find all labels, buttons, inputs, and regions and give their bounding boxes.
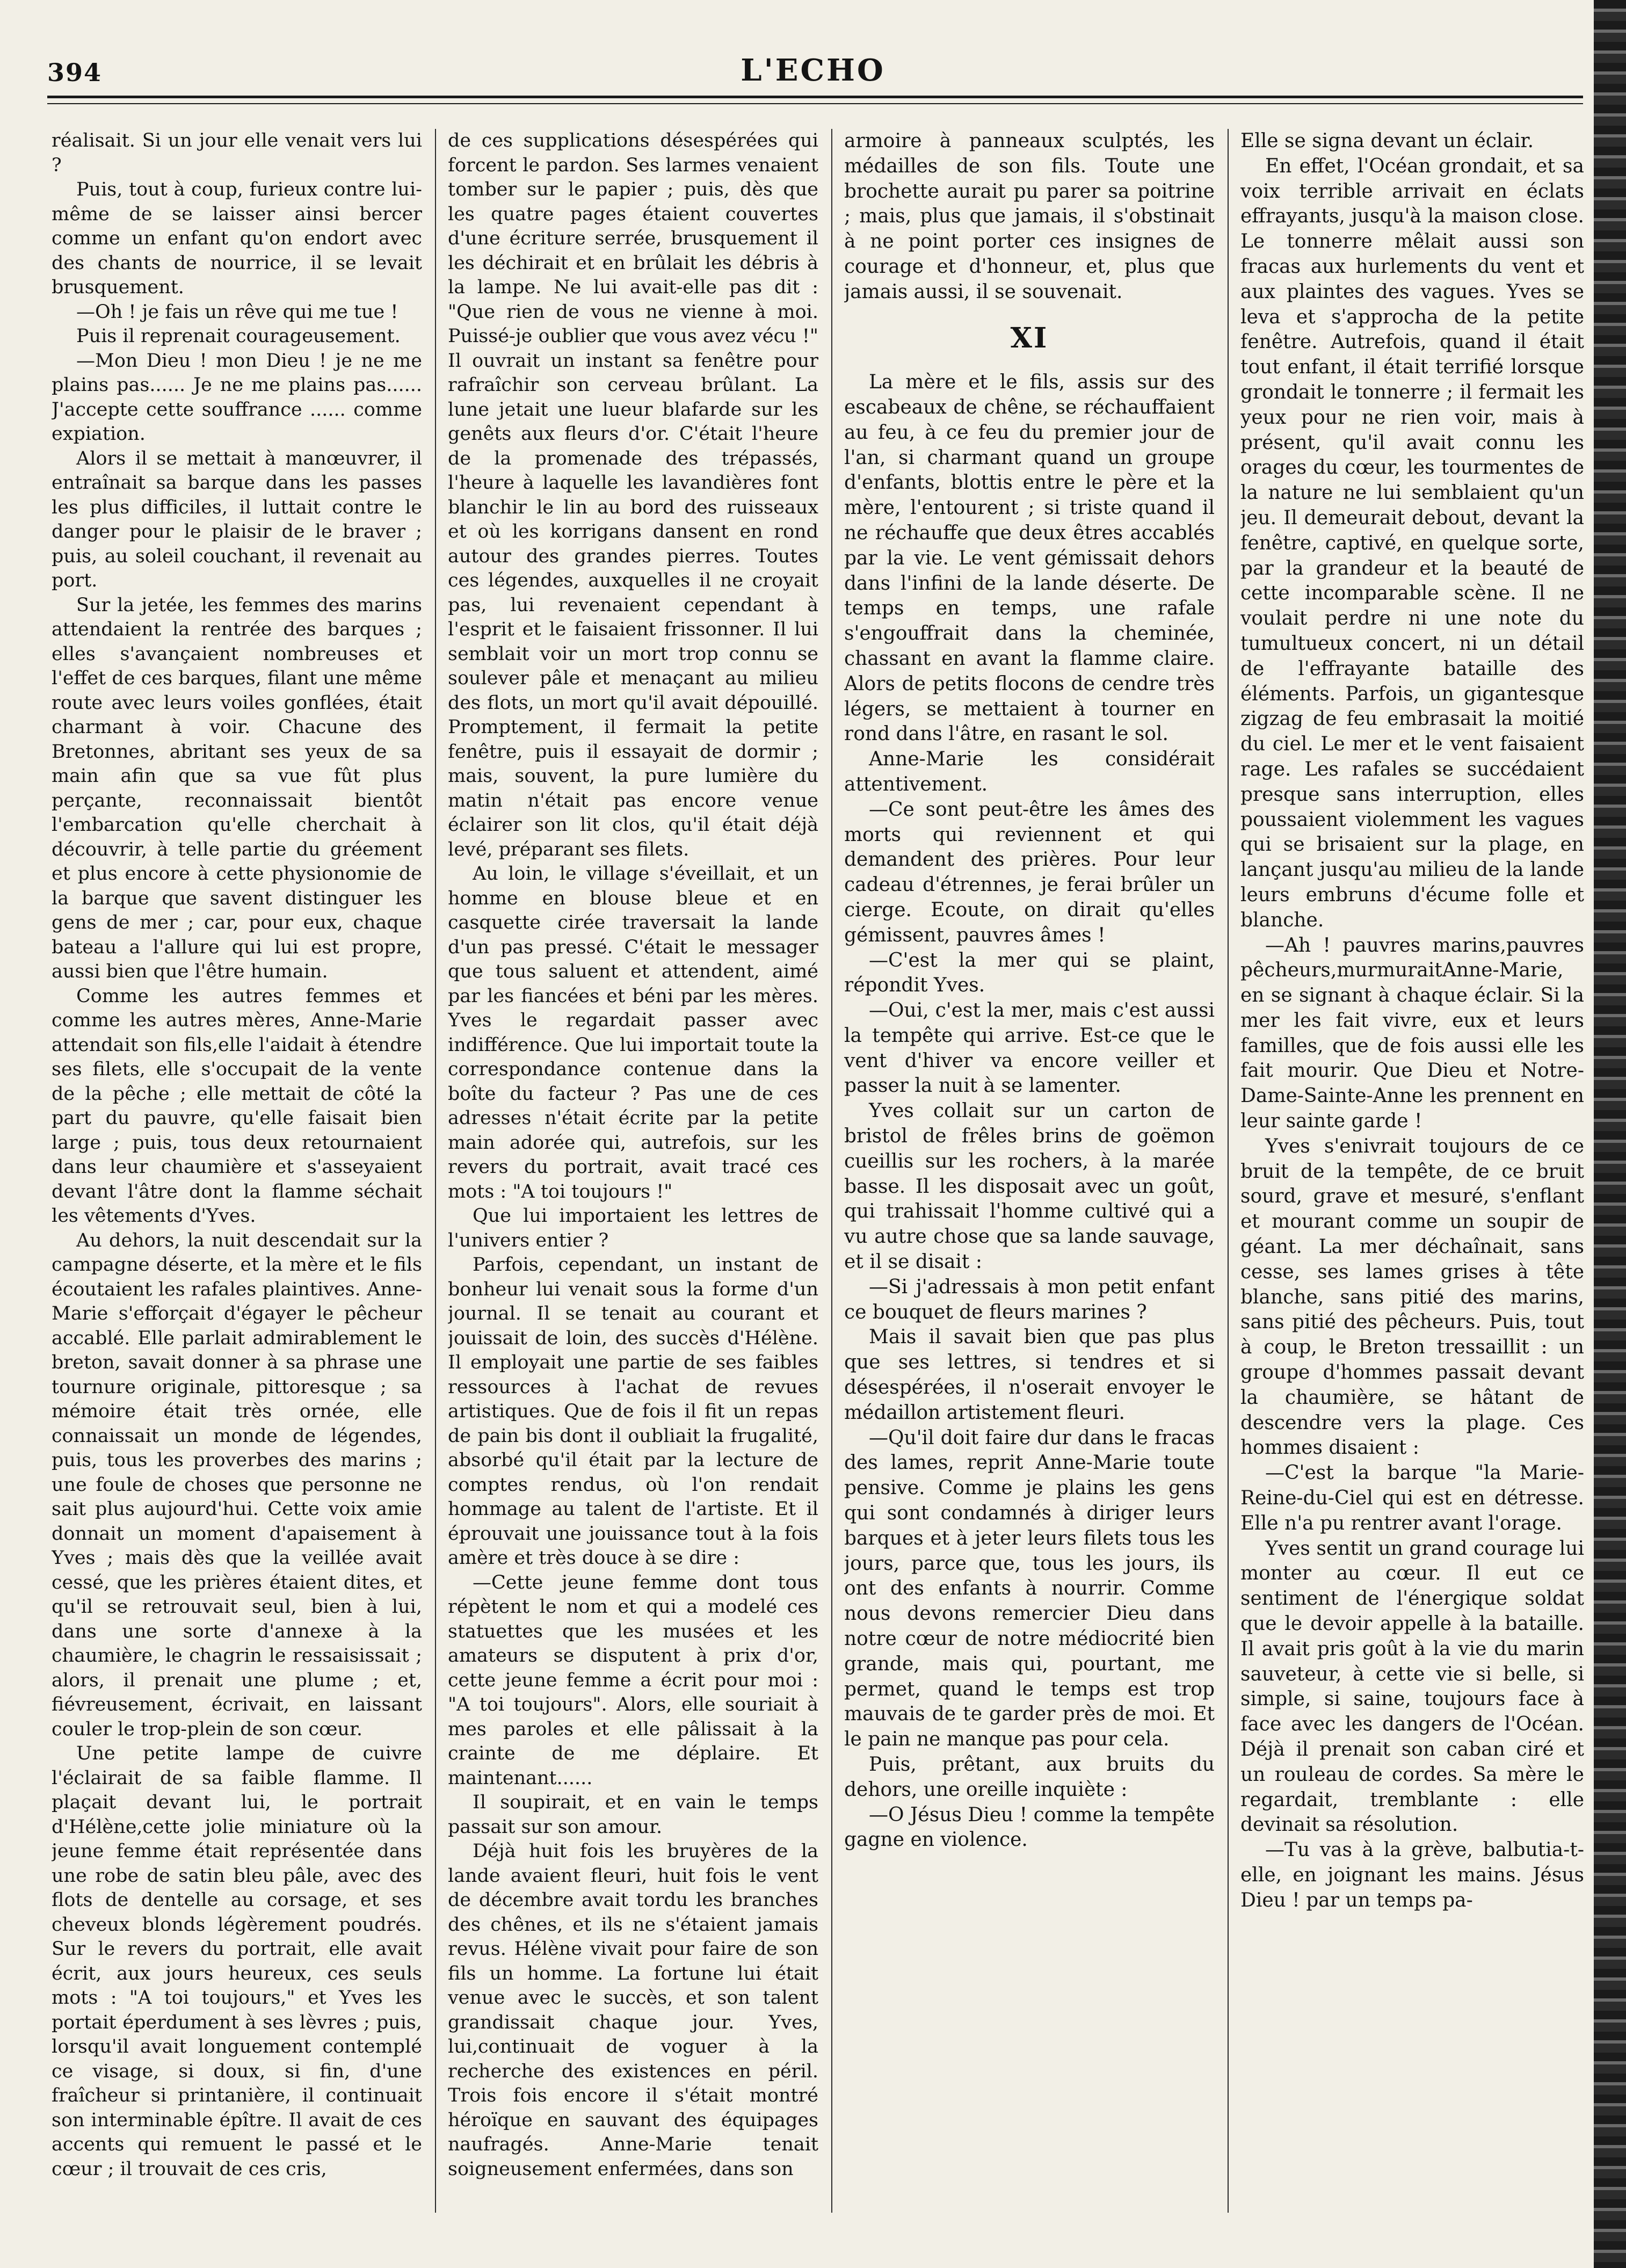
paragraph: —Oui, c'est la mer, mais c'est aussi la tempête qui arrive. Est-ce que le vent d'hiver va encore veiller et passer la nuit à se lamenter. — [844, 999, 1215, 1097]
column-intro: armoire à panneaux sculptés, les médailles de son fils. Toute une brochette aurait pu parer sa poitrine ; mais, plus que jamais, il s'obstinait à ne point porter ces insignes de courage et d'honneur, et, plus que jamais aussi, il se souvenait. — [844, 130, 1215, 303]
text-column-3 — [844, 129, 1215, 2245]
paragraph: Yves s'enivrait toujours de ce bruit de la tempête, de ce bruit sourd, grave et mesuré, s'enflant et mourant comme un soupir de géant. La mer déchaînait, sans cesse, ses lames grises à tête blanche, sans pitié des marins, sans pitié des pêcheurs. Puis, tout à coup, le Breton tressaillit : un groupe d'hommes passait devant la chaumière, se hâtant de descendre vers la plage. Ces hommes disaient : — [1240, 1135, 1584, 1459]
paragraph: Parfois, cependant, un instant de bonheur lui venait sous la forme d'un journal. Il se tenait au courant et jouissait de loin, des succès d'Hélène. Il employait une partie de ses faibles ressources à l'achat de revues artistiques. Que de fois il fit un repas de pain bis dont il oubliait la frugalité, absorbé qu'il était par la lecture de comptes rendus, où l'on rendait hommage au talent de l'artiste. Et il éprouvait une jouissance tout à la fois amère et très douce à se dire : — [448, 1254, 818, 1569]
paragraph: Puis, tout à coup, furieux contre lui-même de se laisser ainsi bercer comme un enfant qu'on endort avec des chants de nourrice, il se levait brusquement. — [52, 179, 422, 298]
column-body — [1240, 129, 1584, 1914]
text-column-2 — [448, 129, 818, 2245]
column-body — [448, 129, 818, 2182]
binding-edge — [1594, 0, 1626, 2268]
paragraph: —Ce sont peut-être les âmes des morts qui reviennent et qui demandent des prières. Pour leur cadeau d'étrennes, je ferai brûler un cierge. Ecoute, on dirait qu'elles gémissent, pauvres âmes ! — [844, 798, 1215, 946]
paragraph: Déjà huit fois les bruyères de la lande avaient fleuri, huit fois le vent de décembre avait tordu les branches des chênes, et ils ne s'étaient jamais revus. Hélène vivait pour faire de son fils un homme. La fortune lui était venue avec le succès, et son talent grandissait chaque jour. Yves, lui,continuait de voguer à la recherche des existences en péril. Trois fois encore il s'était montré héroïque en sauvant des équipages naufragés. Anne-Marie tenait soigneusement enfermées, dans son — [448, 1841, 818, 2180]
paragraph: —Mon Dieu ! mon Dieu ! je ne me plains pas...... Je ne me plains pas...... J'accepte cette souffrance ...... comme expiation. — [52, 350, 422, 445]
paragraph: Au dehors, la nuit descendait sur la campagne déserte, et la mère et le fils écoutaient les rafales plaintives. Anne-Marie s'efforçait d'égayer le pêcheur accablé. Elle parlait admirablement le breton, savait donner à sa phrase une tournure originale, pittoresque ; sa mémoire était très ornée, elle connaissait un monde de légendes, puis, tous les proverbes des marins ; une foule de choses que personne ne sait plus aujourd'hui. Cette voix amie donnait un moment d'apaisement à Yves ; mais dès que la veillée avait cessé, que les prières étaient dites, et qu'il se retrouvait seul, bien à lui, dans une sorte d'annexe à la chaumière, le chagrin le ressaisissait ; alors, il prenait une plume ; et, fiévreusement, écrivait, en laissant couler le trop-plein de son cœur. — [52, 1229, 422, 1740]
paragraph: —O Jésus Dieu ! comme la tempête gagne en violence. — [844, 1803, 1215, 1851]
paragraph: —Tu vas à la grève, balbutia-t-elle, en joignant les mains. Jésus Dieu ! par un temps pa- — [1240, 1839, 1584, 1911]
paragraph: Yves sentit un grand courage lui monter au cœur. Il eut ce sentiment de l'énergique soldat que le devoir appelle à la bataille. Il avait pris goût à la vie du marin sauveteur, à cette vie si belle, si simple, si saine, toujours face à face avec les dangers de l'Océan. Déjà il prenait son caban ciré et un rouleau de cordes. Sa mère le regardait, tremblante : elle devinait sa résolution. — [1240, 1537, 1584, 1836]
paragraph: Alors il se mettait à manœuvrer, il entraînait sa barque dans les passes les plus difficiles, il luttait contre le danger pour le plaisir de le braver ; puis, au soleil couchant, il revenait au port. — [52, 447, 422, 591]
paragraph: La mère et le fils, assis sur des escabeaux de chêne, se réchauffaient au feu, à ce feu du premier jour de l'an, si charmant quand un groupe d'enfants, blottis entre le père et la mère, l'entourent ; si triste quand il ne réchauffe que deux êtres accablés par la vie. Le vent gémissait dehors dans l'infini de la lande déserte. De temps en temps, une rafale s'engouffrait dans la cheminée, chassant en avant la flamme claire. Alors de petits flocons de cendre très légers, se mettaient à tourner en rond dans l'âtre, en rasant le sol. — [844, 371, 1215, 745]
paragraph: En effet, l'Océan grondait, et sa voix terrible arrivait en éclats effrayants, jusqu'à la maison close. Le tonnerre mêlait aussi son fracas aux hurlements du vent et aux plaintes des vagues. Yves se leva et s'approcha de la petite fenêtre. Autrefois, quand il était tout enfant, il était terrifié lorsque grondait le tonnerre ; il fermait les yeux pour ne rien voir, mais à présent, qu'il avait connu les orages du cœur, les tourmentes de la nature ne lui semblaient qu'un jeu. Il demeurait debout, devant la fenêtre, captivé, en quelque sorte, par la grandeur et la beauté de cette incomparable scène. Il ne voulait perdre ni une note du tumultueux concert, ni un détail de l'effrayante bataille des éléments. Parfois, un gigantesque zigzag de feu embrasait la moitié du ciel. Le mer et le vent faisaient rage. Les rafales se succédaient presque sans interruption, elles poussaient violemment les vagues qui se brisaient sur la plage, en lançant jusqu'au milieu de la lande leurs embruns d'écume folle et blanche. — [1240, 155, 1584, 931]
paragraph: Que lui importaient les lettres de l'univers entier ? — [448, 1205, 818, 1251]
header-rule-thin — [47, 103, 1583, 104]
column-divider-1 — [435, 129, 436, 2213]
column-body — [844, 370, 1215, 1853]
paragraph: Anne-Marie les considérait attentivement. — [844, 748, 1215, 795]
paragraph: —Oh ! je fais un rêve qui me tue ! — [76, 301, 398, 323]
page-number: 394 — [47, 58, 103, 87]
paragraph: —C'est la barque "la Marie-Reine-du-Ciel qui est en détresse. Elle n'a pu rentrer avant l'orage. — [1240, 1462, 1584, 1534]
paragraph: —Cette jeune femme dont tous répètent le nom et qui a modelé ces statuettes que les musées et les amateurs se disputent à prix d'or, cette jeune femme a écrit pour moi : "A toi toujours". Alors, elle souriait à mes paroles et elle pâlissait à la crainte de me déplaire. Et maintenant...... — [448, 1571, 818, 1789]
column-divider-3 — [1228, 129, 1229, 2213]
header-rule — [47, 96, 1583, 98]
paragraph: Sur la jetée, les femmes des marins attendaient la rentrée des barques ; elles s'avançaient nombreuses et l'effet de ces barques, filant une même route avec leurs voiles gonflées, était charmant à voir. Chacune des Bretonnes, abritant ses yeux de sa main afin que sa vue fût plus perçante, reconnaissait bientôt l'embarcation qu'elle cherchait à découvrir, à telle partie du gréement et plus encore à cette physionomie de la barque que savent distinguer les gens de mer ; car, pour eux, chaque bateau a l'allure qui lui est propre, aussi bien que l'être humain. — [52, 594, 422, 982]
paragraph: —Si j'adressais à mon petit enfant ce bouquet de fleurs marines ? — [844, 1276, 1215, 1323]
column-divider-2 — [831, 129, 832, 2213]
paragraph: Mais il savait bien que pas plus que ses lettres, si tendres et si désespérées, il n'oserait envoyer le médaillon artistement fleuri. — [844, 1326, 1215, 1424]
paragraph: —Ah ! pauvres marins,pauvres pêcheurs,murmuraitAnne-Marie, en se signant à chaque éclair. Si la mer les fait vivre, eux et leurs familles, que de fois aussi elle les fait mourir. Que Dieu et Notre-Dame-Sainte-Anne les prennent en leur sainte garde ! — [1240, 934, 1584, 1133]
paragraph: Une petite lampe de cuivre l'éclairait de sa faible flamme. Il plaçait devant lui, le portrait d'Hélène,cette jolie miniature où la jeune femme était représentée dans une robe de satin bleu pâle, avec des flots de dentelle au corsage, et ses cheveux blonds légèrement poudrés. Sur le revers du portrait, elle avait écrit, aux jours heureux, ces seuls mots : "A toi toujours," et Yves les portait éperdument à ses lèvres ; puis, lorsqu'il avait longuement contemplé ce visage, si doux, si fin, d'une fraîcheur si printanière, il continuait son interminable épître. Il avait de ces accents qui remuent le passé et le cœur ; il trouvait de ces cris, — [52, 1743, 422, 2180]
paragraph: Puis il reprenait courageusement. — [76, 325, 401, 347]
paragraph: Comme les autres femmes et comme les autres mères, Anne-Marie attendait son fils,elle l'aidait à étendre ses filets, elle s'occupait de la vente de la pêche ; elle mettait de côté la part du pauvre, qu'elle faisait bien large ; puis, tous deux retournaient dans leur chaumière et s'asseyaient devant l'âtre dont la flamme séchait les vêtements d'Yves. — [52, 985, 422, 1227]
running-title: L'ECHO — [741, 53, 885, 88]
paragraph: Au loin, le village s'éveillait, et un homme en blouse bleue et en casquette cirée traversait la lande d'un pas pressé. C'était le messager que tous saluent et attendent, aimé par les fiancées et béni par les mères. Yves le regardait passer avec indifférence. Que lui importait toute la correspondance contenue dans la boîte du facteur ? Pas une de ces adresses n'était écrite par la petite main adorée qui, autrefois, sur les revers du portrait, avait tracé ces mots : "A toi toujours !" — [448, 863, 818, 1202]
text-column-1 — [52, 129, 422, 2245]
paragraph: Yves collait sur un carton de bristol de frêles brins de goëmon cueillis sur les rochers, à la marée basse. Il les disposait avec un goût, qui trahissait l'homme cultivé qui a vu autre chose que sa lande sauvage, et il se disait : — [844, 1100, 1215, 1273]
paragraph: Puis, prêtant, aux bruits du dehors, une oreille inquiète : — [844, 1753, 1215, 1801]
column-body — [52, 129, 422, 2182]
paragraph: Elle se signa devant un éclair. — [1240, 130, 1534, 152]
paragraph: Il soupirait, et en vain le temps passait sur son amour. — [448, 1792, 818, 1838]
paragraph: —Qu'il doit faire dur dans le fracas des lames, reprit Anne-Marie toute pensive. Comme je plains les gens qui sont condamnés à diriger leurs barques et à jeter leurs filets tous les jours, parce que, tous les jours, ils ont des enfants à nourrir. Comme nous devons remercier Dieu dans notre cœur de notre médiocrité bien grande, mais qui, pourtant, me permet, quand le temps est trop mauvais de te garder près de moi. Et le pain ne manque pas pour cela. — [844, 1426, 1215, 1751]
paragraph: réalisait. Si un jour elle venait vers lui ? — [52, 130, 422, 176]
paragraph: de ces supplications désespérées qui forcent le pardon. Ses larmes venaient tomber sur le papier ; puis, dès que les quatre pages étaient couvertes d'une écriture serrée, brusquement il les déchirait et en brûlait les débris à la lampe. Ne lui avait-elle pas dit : "Que rien de vous ne vienne à moi. Puissé-je oublier que vous avez vécu !" Il ouvrait un instant sa fenêtre pour rafraîchir son cerveau brûlant. La lune jetait une lueur blafarde sur les genêts aux fleurs d'or. C'était l'heure de la promenade des trépassés, l'heure à laquelle les lavandières font blanchir le lin au bord des ruisseaux et où les korrigans dansent en rond autour des grandes pierres. Toutes ces légendes, auxquelles il ne croyait pas, lui revenaient cependant à l'esprit et le faisaient frissonner. Il lui semblait voir un mort trop connu se soulever pâle et menaçant au milieu des flots, un mort qu'il avait dépouillé. Promptement, il fermait la petite fenêtre, puis il essayait de dormir ; mais, souvent, la pure lumière du matin n'était pas encore venue éclairer son lit clos, qu'il était déjà levé, préparant ses filets. — [448, 130, 818, 860]
text-column-4 — [1240, 129, 1584, 2245]
paragraph: —C'est la mer qui se plaint, répondit Yves. — [844, 949, 1215, 997]
chapter-heading: XI — [1010, 321, 1049, 354]
